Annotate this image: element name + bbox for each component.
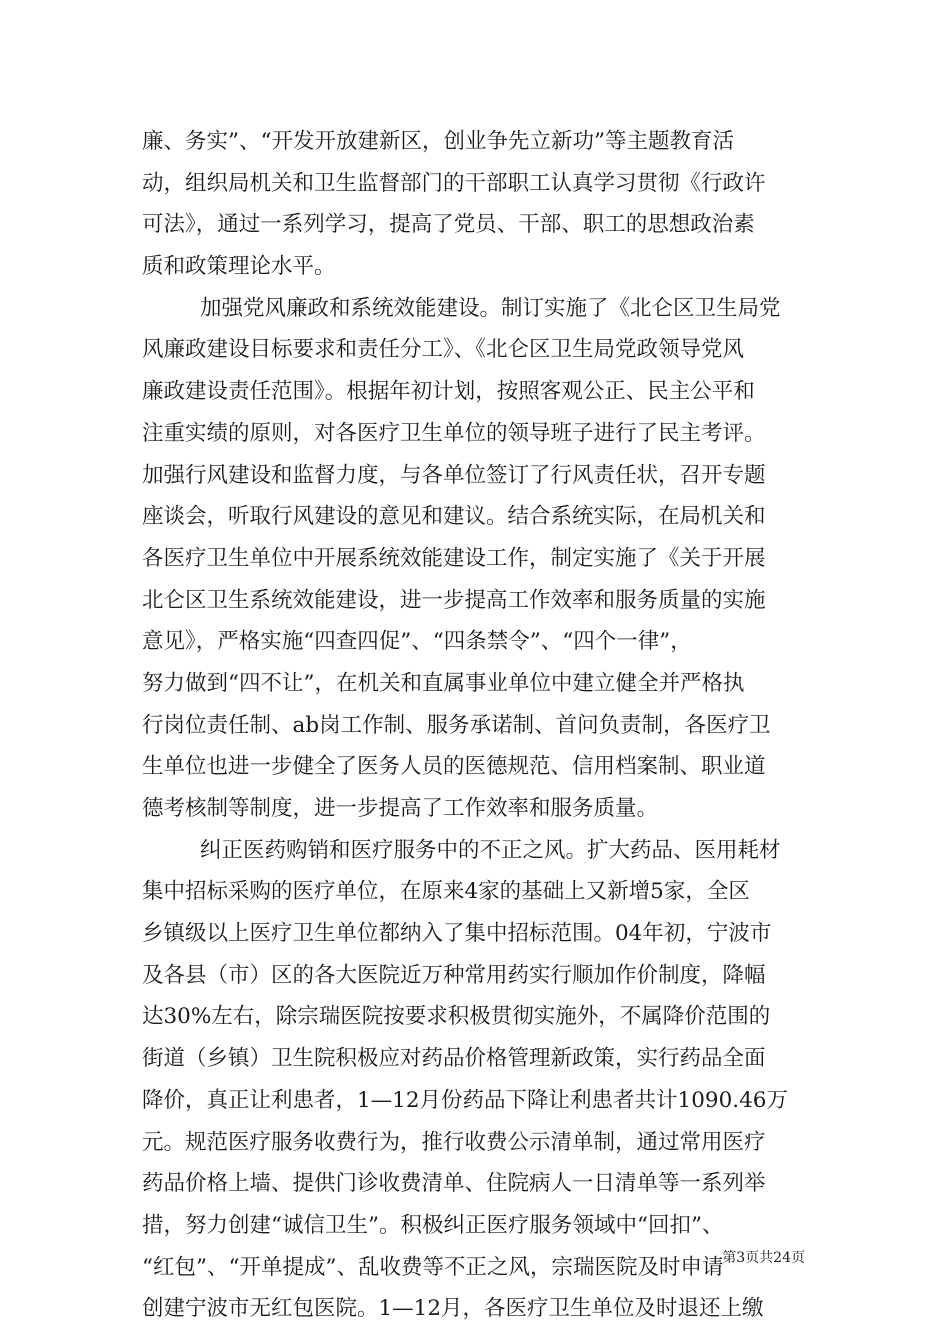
text-line: 及各县（市）区的各大医院近万种常用药实行顺加作价制度，降幅	[142, 962, 766, 988]
text-line: 元。规范医疗服务收费行为，推行收费公示清单制，通过常用医疗	[142, 1129, 766, 1155]
text-line: 药品价格上墙、提供门诊收费清单、住院病人一日清单等一系列举	[142, 1171, 766, 1197]
text-line: 街道（乡镇）卫生院积极应对药品价格管理新政策，实行药品全面	[142, 1046, 766, 1072]
text-line: 风廉政建设目标要求和责任分工》、《北仑区卫生局党政领导党风	[142, 337, 745, 363]
text-line: 各医疗卫生单位中开展系统效能建设工作，制定实施了《关于开展	[142, 545, 766, 571]
text-line: 创建宁波市无红包医院。1—12月，各医疗卫生单位及时退还上缴	[142, 1296, 764, 1322]
text-line: 质和政策理论水平。	[142, 254, 336, 280]
body-text	[142, 121, 808, 1330]
text-line: 座谈会，听取行风建设的意见和建议。结合系统实际，在局机关和	[142, 504, 766, 530]
paragraph-first-line: 纠正医药购销和医疗服务中的不正之风。扩大药品、医用耗材	[200, 837, 781, 863]
text-line: 降价，真正让利患者，1—12月份药品下降让利患者共计1090.46万	[142, 1087, 788, 1113]
paragraph-first-line: 加强党风廉政和系统效能建设。制订实施了《北仑区卫生局党	[200, 295, 781, 321]
text-line: 注重实绩的原则，对各医疗卫生单位的领导班子进行了民主考评。	[142, 420, 766, 446]
text-line: 集中招标采购的医疗单位，在原来4家的基础上又新增5家，全区	[142, 879, 750, 905]
text-line: 加强行风建设和监督力度，与各单位签订了行风责任状，召开专题	[142, 462, 766, 488]
text-line: 努力做到“四不让”，在机关和直属事业单位中建立健全并严格执	[142, 670, 745, 696]
text-line: 北仑区卫生系统效能建设，进一步提高工作效率和服务质量的实施	[142, 587, 766, 613]
text-line: 德考核制等制度，进一步提高了工作效率和服务质量。	[142, 796, 659, 821]
text-line: 廉政建设责任范围》。根据年初计划，按照客观公正、民主公平和	[142, 379, 755, 405]
text-line: 可法》，通过一系列学习，提高了党员、干部、职工的思想政治素	[142, 212, 755, 238]
text-line: 意见》，严格实施“四查四促”、“四条禁令”、“四个一律”，	[142, 629, 692, 655]
text-line: 廉、务实”、“开发开放建新区，创业争先立新功”等主题教育活	[142, 129, 734, 154]
text-line: 生单位也进一步健全了医务人员的医德规范、信用档案制、职业道	[142, 754, 766, 780]
text-line: 动，组织局机关和卫生监督部门的干部职工认真学习贯彻《行政许	[142, 170, 766, 196]
text-line: 行岗位责任制、ab岗工作制、服务承诺制、首问负责制，各医疗卫	[142, 712, 771, 738]
page-number-footer: 第3页共24页	[722, 1250, 805, 1266]
text-line: “红包”、“开单提成”、乱收费等不正之风，宗瑞医院及时申请	[142, 1254, 724, 1280]
text-line: 措，努力创建“诚信卫生”。积极纠正医疗服务领域中“回扣”、	[142, 1212, 724, 1238]
text-line: 达30%左右，除宗瑞医院按要求积极贯彻实施外，不属降价范围的	[142, 1004, 771, 1030]
text-line: 乡镇级以上医疗卫生单位都纳入了集中招标范围。04年初，宁波市	[142, 921, 772, 947]
